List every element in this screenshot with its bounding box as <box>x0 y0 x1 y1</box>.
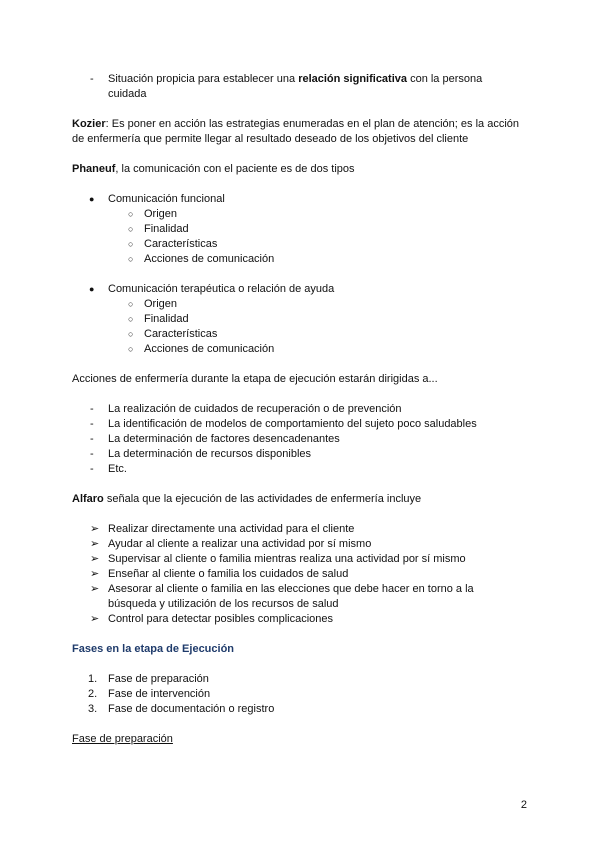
number-marker: 2. <box>88 688 98 700</box>
circle-marker: ○ <box>128 329 134 339</box>
alfaro-item-label: Control para detectar posibles complicaciones <box>108 613 334 625</box>
alfaro-item-label: Supervisar al cliente o familia mientras realiza una actividad por sí mismo <box>108 553 466 565</box>
sub-list-item <box>72 342 532 357</box>
dash-marker: - <box>90 448 94 460</box>
sub-item-label: Origen <box>144 298 178 310</box>
alfaro-list <box>72 522 532 627</box>
action-label: Etc. <box>108 463 127 475</box>
arrow-marker-icon: ➢ <box>90 538 100 550</box>
sub-list-item <box>72 252 532 267</box>
dash-marker: - <box>90 403 94 415</box>
phase-label: Fase de documentación o registro <box>108 703 275 715</box>
dash-marker: - <box>90 73 94 85</box>
comm-types-list <box>72 192 532 357</box>
circle-marker: ○ <box>128 224 134 234</box>
list-item <box>72 462 532 477</box>
sub-list-item <box>72 327 532 342</box>
intro-text-before: Situación propicia para establecer una <box>108 73 299 85</box>
alfaro-name: Alfaro <box>72 493 104 505</box>
list-item <box>72 537 532 552</box>
circle-marker: ○ <box>128 314 134 324</box>
action-label: La identificación de modelos de comportamiento del sujeto poco saludables <box>108 418 477 430</box>
phases-heading: Fases en la etapa de Ejecución <box>72 643 235 655</box>
list-item <box>72 612 532 627</box>
kozier-name: Kozier <box>72 118 106 130</box>
phase-label: Fase de preparación <box>108 673 209 685</box>
list-item <box>72 567 532 582</box>
comm-type-label: Comunicación terapéutica o relación de ayuda <box>108 283 335 295</box>
comm-type-label: Comunicación funcional <box>108 193 225 205</box>
subheading: Fase de preparación <box>72 733 173 745</box>
kozier-paragraph <box>72 117 532 147</box>
number-marker: 3. <box>88 703 98 715</box>
list-item <box>72 447 532 462</box>
dash-marker: - <box>90 418 94 430</box>
action-label: La realización de cuidados de recuperación o de prevención <box>108 403 402 415</box>
list-item <box>72 582 532 612</box>
arrow-marker-icon: ➢ <box>90 553 100 565</box>
intro-text-bold: relación significativa <box>298 73 408 85</box>
sub-list-item <box>72 207 532 222</box>
sub-item-label: Finalidad <box>144 313 189 325</box>
list-item <box>72 672 532 687</box>
sub-item-label: Origen <box>144 208 178 220</box>
document-page <box>72 72 532 747</box>
sub-item-label: Acciones de comunicación <box>144 343 275 355</box>
bullet-marker: ● <box>89 194 95 204</box>
circle-marker: ○ <box>128 254 134 264</box>
circle-marker: ○ <box>128 239 134 249</box>
arrow-marker-icon: ➢ <box>90 613 100 625</box>
sub-list-item <box>72 222 532 237</box>
actions-list <box>72 402 532 477</box>
list-item <box>72 687 532 702</box>
alfaro-item-label: Asesorar al cliente o familia en las elecciones que debe hacer en torno a la búsqueda y utilización de los recursos de salud <box>108 583 474 610</box>
list-item <box>72 552 532 567</box>
kozier-text: : Es poner en acción las estrategias enumeradas en el plan de atención; es la acción de enfermería que permite llegar al resultado deseado de los objetivos del cliente <box>72 118 519 145</box>
sub-item-label: Finalidad <box>144 223 189 235</box>
circle-marker: ○ <box>128 209 134 219</box>
sub-list-item <box>72 312 532 327</box>
bullet-marker: ● <box>89 284 95 294</box>
alfaro-paragraph <box>72 492 532 507</box>
list-item <box>72 702 532 717</box>
sub-item-label: Características <box>144 328 218 340</box>
intro-list-item <box>72 72 532 102</box>
sub-list-item <box>72 297 532 312</box>
list-item <box>72 192 532 207</box>
alfaro-item-label: Ayudar al cliente a realizar una actividad por sí mismo <box>108 538 372 550</box>
circle-marker: ○ <box>128 299 134 309</box>
dash-marker: - <box>90 433 94 445</box>
list-item <box>72 282 532 297</box>
alfaro-item-label: Enseñar al cliente o familia los cuidados de salud <box>108 568 349 580</box>
circle-marker: ○ <box>128 344 134 354</box>
action-label: La determinación de factores desencadenantes <box>108 433 340 445</box>
phaneuf-paragraph <box>72 162 532 177</box>
alfaro-item-label: Realizar directamente una actividad para el cliente <box>108 523 355 535</box>
arrow-marker-icon: ➢ <box>90 568 100 580</box>
sub-item-label: Acciones de comunicación <box>144 253 275 265</box>
phaneuf-name: Phaneuf <box>72 163 116 175</box>
arrow-marker-icon: ➢ <box>90 523 100 535</box>
sub-list-item <box>72 237 532 252</box>
dash-marker: - <box>90 463 94 475</box>
action-label: La determinación de recursos disponibles <box>108 448 312 460</box>
list-item <box>72 522 532 537</box>
page-number: 2 <box>520 799 527 811</box>
actions-intro: Acciones de enfermería durante la etapa de ejecución estarán dirigidas a... <box>72 373 438 385</box>
number-marker: 1. <box>88 673 98 685</box>
phase-label: Fase de intervención <box>108 688 211 700</box>
arrow-marker-icon: ➢ <box>90 583 100 595</box>
alfaro-text: señala que la ejecución de las actividades de enfermería incluye <box>103 493 422 505</box>
list-item <box>72 417 532 432</box>
intro-text-after: con la persona cuidada <box>108 73 483 100</box>
phases-list <box>72 672 532 717</box>
list-item <box>72 402 532 417</box>
list-item <box>72 432 532 447</box>
sub-item-label: Características <box>144 238 218 250</box>
phaneuf-text: , la comunicación con el paciente es de dos tipos <box>115 163 355 175</box>
